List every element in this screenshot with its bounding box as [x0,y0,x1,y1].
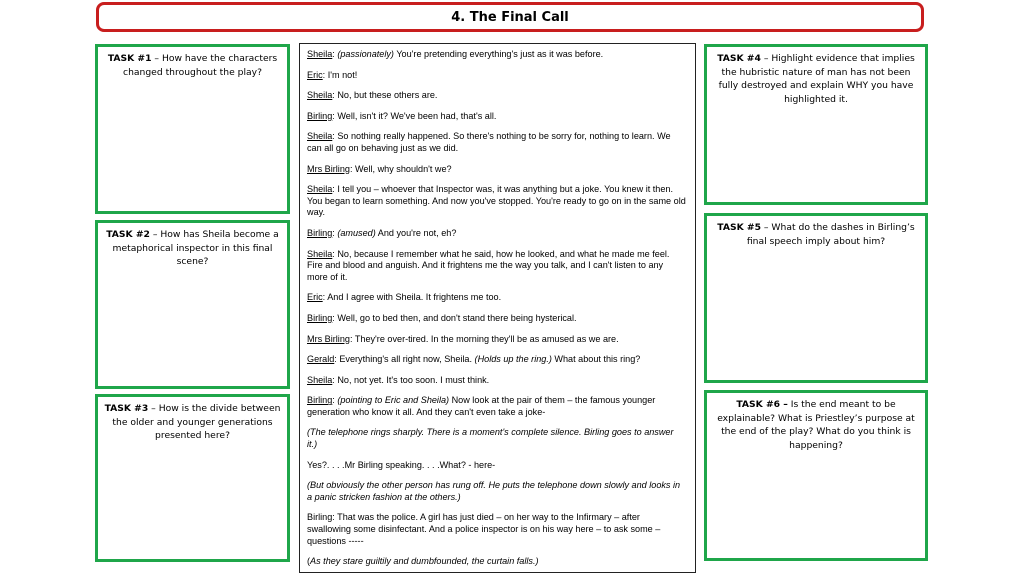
task-1-text: – How have the characters changed throughout the play? [123,53,278,78]
stage-direction-line: (The telephone rings sharply. There is a moment's complete silence. Birling goes to answer it.) [307,427,674,450]
page-title-text: 4. The Final Call [451,9,569,25]
speaker-name: Eric [307,292,323,303]
stage-direction: (amused) [337,227,376,238]
task-2-box [95,220,290,389]
script-line: Sheila: No, but these others are. [307,90,438,101]
stage-direction: (passionately) [337,49,394,59]
task-5-text: – What do the dashes in Birling’s final speech imply about him? [746,222,915,247]
speaker-name: Sheila [307,184,333,195]
task-4-box [704,44,928,205]
script-line: Yes?. . . .Mr Birling speaking. . . .What? - here- [307,459,496,470]
script-line: Birling: Well, go to bed then, and don't stand there being hysterical. [307,312,577,323]
stage-direction: (Holds up the ring.) [474,354,552,365]
script-line: Sheila: No, not yet. It's too soon. I must think. [307,374,490,385]
script-line: (As they stare guiltily and dumbfounded, the curtain falls.) [307,556,539,567]
speaker-name: Sheila [307,131,333,142]
speaker-name: Mrs Birling [307,333,350,344]
speaker-name: Birling [307,312,333,323]
task-3-text: – How is the divide between the older and younger generations presented here? [112,403,281,441]
speaker-name: Eric [307,69,323,80]
script-line: Sheila: No, because I remember what he said, how he looked, and what he made me feel. Fire and blood and anguish. And it frightens me the way you talk, and I can't listen to any more of it. [307,248,670,282]
task-5-label: TASK #5 [717,222,761,233]
task-6-text: Is the end meant to be explainable? What is Priestley’s purpose at the end of the play? What do you think is happening? [717,399,915,451]
speaker-name: Mrs Birling [307,163,350,174]
speaker-name: Sheila [307,90,333,101]
task-6-box [704,390,928,561]
task-4-label: TASK #4 [717,53,761,64]
task-3-box [95,394,290,562]
task-1-box [95,44,290,214]
speaker-name: Birling [307,395,333,406]
speaker-name: Birling [307,227,333,238]
script-line: Eric: And I agree with Sheila. It frightens me too. [307,292,502,303]
script-line: Eric: I'm not! [307,69,358,80]
task-2-label: TASK #2 [106,229,150,240]
script-line: Birling: Well, isn't it? We've been had, that's all. [307,110,497,121]
task-2-text: – How has Sheila become a metaphorical inspector in this final scene? [112,229,279,267]
task-1-label: TASK #1 [107,53,152,64]
stage-direction: As they stare guiltily and dumbfounded, the curtain falls.) [310,556,539,567]
task-4-text: – Highlight evidence that implies the hubristic nature of man has not been fully destroyed and explain WHY you have highlighted it. [718,53,915,105]
page-title [96,2,924,32]
script-line: Gerald: Everything's all right now, Sheila. (Holds up the ring.) What about this ring? [307,354,641,365]
speaker-name: Birling [307,110,333,121]
task-5-box [704,213,928,383]
stage-direction-line: (But obviously the other person has rung off. He puts the telephone down slowly and looks in a panic stricken fashion at the others.) [307,480,681,502]
script-line: Sheila: (passionately) You're pretending everything's just as it was before. [307,49,604,59]
script-line: Birling: (pointing to Eric and Sheila) Now look at the pair of them – the famous younger generation who know it all. And they can't even take a joke- [307,395,656,417]
script-line: Mrs Birling: They're over-tired. In the morning they'll be as amused as we are. [307,333,619,344]
script-line: Mrs Birling: Well, why shouldn't we? [307,163,452,174]
script-line: Birling: That was the police. A girl has just died – on her way to the Infirmary – after swallowing some disinfectant. And a police inspector is on his way here – to ask some – questions ----- [307,512,661,546]
script-line: Birling: (amused) And you're not, eh? [307,227,457,238]
speaker-name: Sheila [307,49,333,59]
speaker-name: Sheila [307,374,333,385]
speaker-name: Gerald [307,354,335,365]
script-line: Sheila: So nothing really happened. So there's nothing to be sorry for, nothing to learn. We can all go on behaving just as we did. [307,131,671,153]
speaker-name: Sheila [307,248,333,259]
stage-direction: (pointing to Eric and Sheila) [337,395,450,406]
task-6-label: TASK #6 – [736,399,788,410]
script-line: Sheila: I tell you – whoever that Inspector was, it was anything but a joke. You knew it then. You began to learn something. And now you've stopped. You're ready to go on in the same old way. [307,184,686,218]
task-3-label: TASK #3 [104,403,149,414]
play-extract [299,43,696,573]
